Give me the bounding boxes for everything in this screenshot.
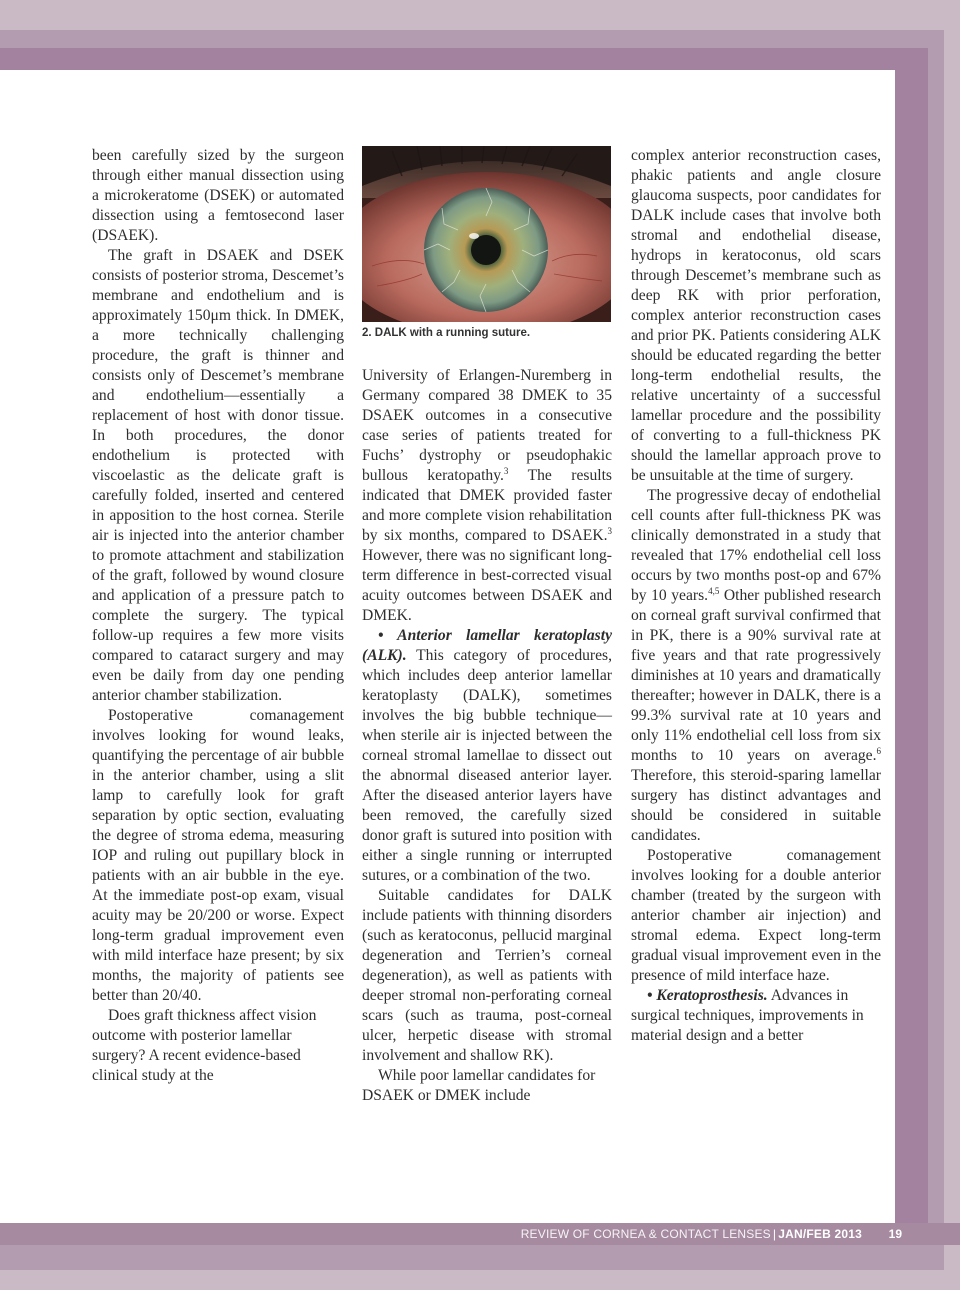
text-column-2	[362, 366, 612, 1106]
paragraph	[362, 366, 612, 626]
frame-top-outer	[0, 0, 960, 30]
section-heading: • Anterior lamellar keratoplasty (ALK).	[362, 627, 612, 664]
paragraph	[362, 626, 612, 886]
eye-photo	[362, 146, 611, 322]
paragraph	[631, 486, 881, 846]
text-run: Advances in surgical techniques, improvements in material design and a better	[631, 987, 864, 1044]
text-run: Therefore, this steroid-sparing lamellar surgery has distinct advantages and should be considered in suitable candidates.	[631, 767, 881, 844]
reference-mark: 6	[876, 745, 881, 756]
text-run: University of Erlangen-Nuremberg in Germany compared 38 DMEK to 35 DSAEK outcomes in a consecutive case series of patients treated for Fuchs’ dystrophy or pseudophakic bullous keratopathy.	[362, 367, 612, 484]
text-run: This category of procedures, which includes deep anterior lamellar keratoplasty (DALK), sometimes involves the big bubble technique—when sterile air is injected between the corneal stromal lamellae to dissect out the abnormal diseased anterior layer. After the diseased anterior layers have been removed, the carefully sized donor graft is sutured into position with either a single running or interrupted sutures, or a combination of the two.	[362, 647, 612, 884]
frame-top-core	[0, 48, 908, 70]
section-heading: • Keratoprosthesis.	[647, 987, 768, 1004]
paragraph: been carefully sized by the surgeon through either manual dissection using a microkeratome (DSEK) or automated dissection using a femtosecond laser (DSAEK).	[92, 147, 344, 244]
text-run: However, there was no significant long-term difference in best-corrected visual acuity outcomes between DSAEK and DMEK.	[362, 547, 612, 624]
frame-right-inner	[928, 30, 944, 1280]
page-number: 19	[888, 1227, 902, 1241]
reference-mark: 3	[503, 465, 509, 476]
paragraph: The graft in DSAEK and DSEK consists of posterior stroma, Descemet’s membrane and endothelium and is approximately 150μm thick. In DMEK, a more technically challenging procedure, the graft is thinner and consists only of Descemet’s membrane and endothelium—essentially a replacement of host with donor tissue. In both procedures, the donor endothelium is protected with viscoelastic as the delicate graft is carefully folded, inserted and centered in apposition to the host cornea. Sterile air is injected into the anterior chamber to promote attachment and stabilization of the graft, followed by wound closure and application of a pressure patch to complete the surgery. The typical follow-up requires a few more visits compared to cataract surgery and may even be daily from day one pending anterior chamber stabilization.	[92, 247, 344, 704]
paragraph: complex anterior reconstruction cases, phakic patients and angle closure glaucoma suspects, poor candidates for DALK include cases that involve both stromal and endothelial disease, hydrops in keratoconus, old scars through Descemet’s membrane such as deep RK with prior perforation, complex anterior reconstruction cases and prior PK. Patients considering ALK should be educated regarding the better long-term endothelial results, the relative uncertainty of a successful lamellar procedure and the possibility of converting to a full-thickness PK should the lamellar approach prove to be unsuitable at the time of surgery.	[631, 147, 881, 484]
text-run: The results indicated that DMEK provided faster and more complete vision rehabilitation by six months, compared to DSAEK.	[362, 467, 612, 544]
frame-top-inner	[0, 30, 930, 48]
text-run: The progressive decay of endothelial cell counts after full-thickness PK was clinically demonstrated in a study that revealed that 17% endothelial cell loss occurs by two months post-op and 67% by 10 years.	[631, 487, 881, 604]
frame-bottom-core	[0, 1245, 928, 1270]
frame-bottom-outer	[0, 1270, 944, 1290]
running-footer	[521, 1227, 862, 1241]
paragraph: Suitable candidates for DALK include patients with thinning disorders (such as keratoconus, pellucid marginal degeneration and Terrien’s corneal degeneration), as well as patients with deeper stromal non-perforating corneal scars (such as trauma, post-corneal ulcer, herpetic disease with stromal involvement and shallow RK).	[362, 887, 612, 1064]
publication-name: REVIEW OF CORNEA & CONTACT LENSES	[520, 1227, 771, 1241]
figure-caption: 2. DALK with a running suture.	[362, 327, 531, 339]
paragraph: While poor lamellar candidates for DSAEK or DMEK include	[362, 1067, 596, 1104]
page-footer	[0, 1223, 960, 1245]
reference-mark: 4,5	[708, 585, 720, 596]
paragraph: Postoperative comanagement involves looking for wound leaks, quantifying the percentage of air bubble in the anterior chamber, using a slit lamp to carefully look for graft separation by optic section, evaluating the degree of stroma edema, measuring IOP and ruling out pupillary block in patients with an air bubble in the eye. At the immediate post-op exam, visual acuity may be 20/200 or worse. Expect long-term gradual improvement even with mild interface haze present; by six months, the majority of patients see better than 20/40.	[92, 707, 344, 1004]
footer-separator: |	[772, 1227, 777, 1241]
text-column-1	[92, 146, 344, 1086]
paragraph: Does graft thickness affect vision outcome with posterior lamellar surgery? A recent evidence-based clinical study at the	[92, 1007, 317, 1084]
frame-right-core	[895, 48, 928, 1270]
text-column-3	[631, 146, 881, 1046]
paragraph: Postoperative comanagement involves looking for a double anterior chamber (treated by the surgeon with anterior chamber air injection) and stromal edema. Expect long-term gradual visual improvement even in the presence of mild interface haze.	[631, 847, 881, 984]
text-run: Other published research on corneal graft survival confirmed that in PK, there is a 90% survival rate at five years and that rate progressively diminishes at 10 years and dramatically thereafter; however in DALK, there is a 99.3% survival rate at 10 years and only 11% endothelial cell loss from six months to 10 years on average.	[631, 587, 881, 764]
reference-mark: 3	[607, 525, 612, 536]
frame-right-outer	[944, 30, 960, 1290]
eye-illustration	[362, 146, 611, 322]
issue-date: JAN/FEB 2013	[778, 1227, 862, 1241]
paragraph	[631, 986, 881, 1046]
